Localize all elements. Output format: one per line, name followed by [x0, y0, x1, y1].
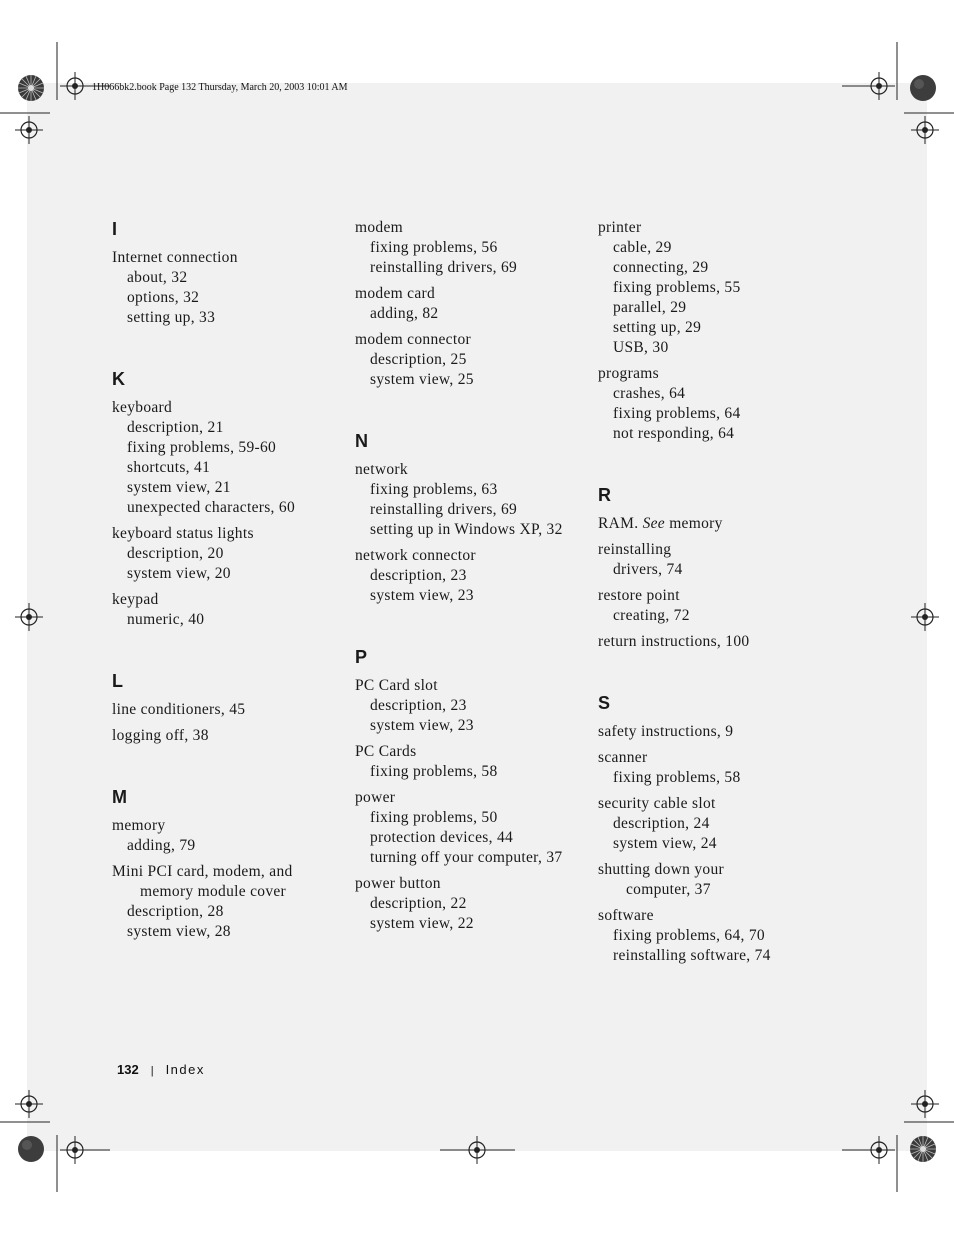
index-subentry: reinstalling drivers, 69 [370, 259, 518, 276]
section-letter: R [598, 485, 611, 505]
index-subentry: options, 32 [127, 289, 200, 306]
index-entry [355, 742, 585, 782]
index-subentry: description, 21 [127, 419, 224, 436]
index-term: modem [355, 219, 403, 236]
index-section [355, 646, 585, 934]
index-subentry: system view, 20 [127, 565, 231, 582]
section-name: Index [165, 1062, 205, 1077]
index-term: power [355, 789, 396, 806]
registration-mark-icon [463, 1136, 491, 1164]
see-reference: See [642, 515, 665, 532]
index-entry [598, 722, 828, 742]
registration-mark-icon [61, 1136, 89, 1164]
print-slug: 1H066bk2.book Page 132 Thursday, March 20, 2003 10:01 AM [92, 82, 348, 93]
see-target: memory [669, 515, 723, 532]
index-entry [112, 862, 342, 942]
index-term: logging off, 38 [112, 727, 209, 744]
index-subentry: system view, 24 [613, 835, 717, 852]
index-subentry: fixing problems, 55 [613, 279, 741, 296]
footer-separator: | [150, 1065, 154, 1077]
registration-mark-icon [911, 603, 939, 631]
index-term: line conditioners, 45 [112, 701, 246, 718]
index-entry [598, 540, 828, 580]
index-term: network [355, 461, 408, 478]
index-section [112, 670, 342, 746]
index-term: return instructions, 100 [598, 633, 750, 650]
index-section [355, 218, 585, 390]
index-entry [112, 700, 342, 720]
index-section [598, 484, 828, 652]
page-number: 132 [117, 1062, 139, 1077]
index-term: software [598, 907, 654, 924]
index-subentry: turning off your computer, 37 [370, 849, 563, 866]
index-term: power button [355, 875, 441, 892]
registration-mark-icon [15, 603, 43, 631]
index-subentry: creating, 72 [613, 607, 690, 624]
index-subentry: numeric, 40 [127, 611, 205, 628]
index-subentry: about, 32 [127, 269, 188, 286]
index-subentry: description, 20 [127, 545, 224, 562]
registration-mark-icon [911, 116, 939, 144]
index-section [598, 218, 828, 444]
index-subentry: drivers, 74 [613, 561, 683, 578]
index-subentry: reinstalling software, 74 [613, 947, 771, 964]
index-term: reinstalling [598, 541, 672, 558]
index-subentry: setting up, 29 [613, 319, 702, 336]
section-letter: M [112, 787, 127, 807]
term-text: RAM. [598, 515, 639, 532]
index-entry [598, 632, 828, 652]
index-subentry: system view, 22 [370, 915, 474, 932]
index-entry [355, 460, 585, 540]
registration-mark-icon [865, 1136, 893, 1164]
index-subentry: description, 23 [370, 567, 467, 584]
index-entry [598, 364, 828, 444]
index-term: programs [598, 365, 659, 382]
index-subentry: fixing problems, 58 [370, 763, 498, 780]
index-subentry: system view, 23 [370, 587, 474, 604]
index-subentry: description, 28 [127, 903, 224, 920]
index-term: keyboard status lights [112, 525, 254, 542]
index-subentry: setting up, 33 [127, 309, 216, 326]
registration-mark-icon [15, 116, 43, 144]
index-term: keypad [112, 591, 159, 608]
index-term: security cable slot [598, 795, 716, 812]
index-subentry: unexpected characters, 60 [127, 499, 296, 516]
index-subentry: description, 23 [370, 697, 467, 714]
index-subentry: adding, 79 [127, 837, 196, 854]
index-term: PC Cards [355, 743, 417, 760]
index-term: restore point [598, 587, 680, 604]
index-subentry: crashes, 64 [613, 385, 686, 402]
index-subentry: parallel, 29 [613, 299, 687, 316]
index-subentry: system view, 28 [127, 923, 231, 940]
index-subentry: system view, 21 [127, 479, 231, 496]
index-section [355, 430, 585, 606]
index-column-3 [598, 218, 828, 972]
color-dot-mark-icon [909, 74, 937, 102]
index-subentry: protection devices, 44 [370, 829, 514, 846]
index-term: memory [112, 817, 166, 834]
index-subentry: system view, 25 [370, 371, 474, 388]
index-section [112, 368, 342, 630]
index-subentry: fixing problems, 64, 70 [613, 927, 765, 944]
index-subentry: adding, 82 [370, 305, 439, 322]
index-entry [355, 546, 585, 606]
index-section [598, 692, 828, 966]
index-entry [355, 218, 585, 278]
index-subentry: description, 24 [613, 815, 710, 832]
index-entry [355, 788, 585, 868]
index-entry [112, 726, 342, 746]
starburst-mark-icon [17, 74, 45, 102]
index-subentry: fixing problems, 50 [370, 809, 498, 826]
index-entry [598, 860, 828, 900]
index-entry [355, 676, 585, 736]
index-entry [355, 330, 585, 390]
index-term: printer [598, 219, 642, 236]
index-term: keyboard [112, 399, 173, 416]
index-subentry: connecting, 29 [613, 259, 709, 276]
index-subentry: reinstalling drivers, 69 [370, 501, 518, 518]
index-entry [598, 748, 828, 788]
index-entry [598, 218, 828, 358]
index-subentry: shortcuts, 41 [127, 459, 211, 476]
index-term: safety instructions, 9 [598, 723, 734, 740]
index-term: Internet connection [112, 249, 238, 266]
section-letter: I [112, 219, 118, 239]
index-subentry: fixing problems, 56 [370, 239, 498, 256]
registration-mark-icon [61, 72, 89, 100]
index-subentry: fixing problems, 58 [613, 769, 741, 786]
section-letter: P [355, 647, 368, 667]
index-term: network connector [355, 547, 476, 564]
index-entry [112, 816, 342, 856]
index-subentry: setting up in Windows XP, 32 [370, 521, 563, 538]
index-entry [598, 586, 828, 626]
index-term: modem card [355, 285, 436, 302]
index-entry [112, 590, 342, 630]
registration-mark-icon [865, 72, 893, 100]
index-term: modem connector [355, 331, 471, 348]
starburst-mark-icon [909, 1135, 937, 1163]
index-entry [112, 248, 342, 328]
index-subentry: not responding, 64 [613, 425, 735, 442]
section-letter: K [112, 369, 125, 389]
index-term: PC Card slot [355, 677, 438, 694]
index-subentry: cable, 29 [613, 239, 672, 256]
index-term: shutting down your [598, 861, 724, 878]
index-subentry: fixing problems, 63 [370, 481, 498, 498]
registration-mark-icon [911, 1090, 939, 1118]
section-letter: N [355, 431, 368, 451]
index-entry [598, 906, 828, 966]
page-footer [117, 1062, 205, 1077]
index-entry [598, 514, 828, 534]
index-column-1 [112, 218, 342, 948]
index-term: Mini PCI card, modem, and [112, 863, 293, 880]
index-subentry: system view, 23 [370, 717, 474, 734]
index-column-2 [355, 218, 585, 940]
color-dot-mark-icon [17, 1135, 45, 1163]
index-subentry: fixing problems, 59-60 [127, 439, 277, 456]
index-entry [598, 794, 828, 854]
index-term: scanner [598, 749, 648, 766]
index-entry [112, 398, 342, 518]
index-subentry: description, 25 [370, 351, 467, 368]
index-section [112, 786, 342, 942]
index-entry [355, 874, 585, 934]
index-term [598, 514, 828, 534]
index-subentry: description, 22 [370, 895, 467, 912]
section-letter: S [598, 693, 611, 713]
section-letter: L [112, 671, 123, 691]
index-term-continuation: computer, 37 [626, 881, 711, 898]
registration-mark-icon [15, 1090, 43, 1118]
index-term-continuation: memory module cover [140, 883, 287, 900]
index-subentry: fixing problems, 64 [613, 405, 741, 422]
index-entry [355, 284, 585, 324]
index-entry [112, 524, 342, 584]
index-section [112, 218, 342, 328]
index-subentry: USB, 30 [613, 339, 669, 356]
